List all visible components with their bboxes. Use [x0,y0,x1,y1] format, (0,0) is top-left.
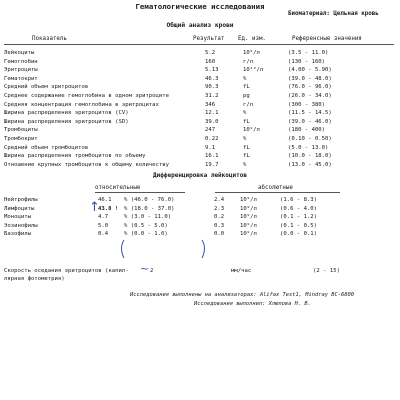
row-ref: (4.00 - 5.90) [288,67,332,74]
row-ref: (0.0 - 0.1) [280,231,318,238]
row-relative: 46.1 [98,197,112,203]
col-header-indicator: Показатель [32,36,67,42]
cbc-section-title: Общий анализ крови [166,22,234,29]
pen-mark-lymphocytes: ↑ [89,200,100,215]
row-relative: 5.0 [98,222,109,229]
row-relative: 43.8 ! [98,205,119,212]
row-absolute: 2.4 [214,197,225,203]
row-name: Ширина распределения тромбоцитов по объему [4,153,146,160]
table-row [0,214,400,223]
table-row [0,136,400,145]
row-unit: 10⁹/л [240,197,257,203]
row-name: Гематокрит [4,75,38,82]
table-row [0,127,400,136]
row-unit: 10⁹/л [243,127,260,134]
row-ref: (39.0 - 48.0) [288,75,332,82]
row-unit: 10⁹/л [240,231,257,238]
row-result: 5.13 [205,67,219,74]
row-ref: (130 - 160) [288,58,326,65]
row-name: Средний объем тромбоцитов [4,144,89,151]
row-ref: (10.0 - 18.0) [288,153,332,160]
header-divider [4,44,394,45]
table-row [0,59,400,68]
row-result: 90.3 [205,84,219,91]
row-unit: 10⁹/л [240,222,257,229]
document-title: Гематологические исследования [135,2,265,11]
row-result: 16.1 [205,153,219,160]
table-row [0,67,400,76]
row-relative-range: % (46.0 - 76.0) [124,197,175,203]
table-row [0,153,400,162]
row-result: 31.2 [205,93,219,99]
row-name: Тромбоциты [4,127,38,134]
row-name: Гемоглобин [4,58,38,65]
row-name: Эритроциты [4,67,38,74]
row-absolute: 0.2 [214,214,225,221]
row-relative: 4.7 [98,214,109,221]
row-result: 46.3 [205,75,219,82]
esr-unit: мм/час [231,268,252,274]
col-header-reference: Референсные значения [292,36,362,42]
row-ref: (300 - 380) [288,101,326,108]
row-ref: (1.6 - 8.3) [280,197,318,203]
row-result: 346 [205,101,216,108]
row-relative-range: % (18.0 - 37.0) [124,205,175,212]
row-unit: г/л [243,101,254,108]
row-name: Лимфоциты [4,205,35,212]
row-name: Тромбокрит [4,136,38,142]
table-row [0,197,400,206]
row-unit: fL [243,118,250,125]
performer-note: Исследования выполнил: Хлюпова Н. В. [194,301,311,307]
row-name: Лейкоциты [4,50,35,56]
relative-underline [95,192,185,193]
row-absolute: 2.3 [214,205,225,212]
row-ref: (3.5 - 11.0) [288,50,329,56]
row-ref: (76.0 - 96.0) [288,84,332,91]
row-unit: fL [243,84,250,91]
row-ref: (13.0 - 45.0) [288,161,332,168]
row-ref: (0.10 - 0.50) [288,136,332,142]
table-row [0,102,400,111]
esr-label-line1: Скорость оседания эритроцитов (капил- [4,268,129,274]
pen-mark-esr: ~ [140,262,150,275]
col-header-result: Результат [193,36,225,42]
row-unit: % [243,136,247,142]
row-unit: 10¹²/л [243,67,264,74]
row-name: Нейтрофилы [4,197,38,203]
row-result: 19.7 [205,161,219,168]
table-row [0,50,400,59]
row-unit: % [243,161,247,168]
row-absolute: 0.0 [214,231,225,238]
row-result: 5.2 [205,50,216,56]
row-name: Среднее содержание гемоглобина в одном эритроците [4,93,170,99]
row-ref: (0.6 - 4.0) [280,205,318,212]
esr-ref: (2 - 15) [313,268,340,274]
row-unit: 10⁹/л [240,205,257,212]
col-header-relative: относительные [95,185,141,191]
table-row [0,119,400,128]
col-header-unit: Ед. изм. [238,36,266,42]
row-result: 12.1 [205,110,219,117]
row-unit: pg [243,93,250,99]
row-name: Ширина распределения эритроцитов (CV) [4,110,129,117]
pen-bracket-mark [118,238,208,260]
analyzer-note: Исследования выполнены на анализаторах: Alifax Test1, Mindray BC-6800 [130,292,354,298]
row-unit: г/л [243,58,254,65]
table-row [0,223,400,232]
esr-value: 2 [150,268,154,274]
row-result: 9.1 [205,144,216,151]
row-result: 160 [205,58,216,65]
row-absolute: 0.3 [214,222,225,229]
col-header-absolute: абсолютные [258,185,293,191]
row-name: Отношение крупных тромбоцитов к общему количеству [4,161,170,168]
row-unit: % [243,75,247,82]
esr-label-line2: лярная фотометрия) [4,276,65,282]
row-relative-range: % (0.0 - 1.0) [124,231,168,238]
biomaterial-label: Биоматериал: Цельная кровь [288,11,379,17]
table-row [0,162,400,171]
row-name: Эозинофилы [4,222,38,229]
row-unit: % [243,110,247,117]
row-name: Моноциты [4,214,31,221]
row-ref: (26.0 - 34.0) [288,93,332,99]
table-row [0,206,400,215]
row-result: 39.0 [205,118,219,125]
table-row [0,93,400,102]
row-name: Базофилы [4,231,31,238]
table-row [0,145,400,154]
row-name: Средняя концентрация гемоглобина в эритроцитах [4,101,159,108]
row-result: 0.22 [205,136,219,142]
row-relative-range: % (3.0 - 11.0) [124,214,172,221]
row-ref: (5.0 - 13.0) [288,144,329,151]
row-ref: (0.1 - 1.2) [280,214,318,221]
row-ref: (11.5 - 14.5) [288,110,332,117]
row-unit: fL [243,144,250,151]
table-row [0,110,400,119]
row-unit: 10⁹/л [243,50,260,56]
absolute-underline [215,192,340,193]
table-row [0,84,400,93]
row-ref: (180 - 400) [288,127,326,134]
row-name: Средний объем эритроцитов [4,84,89,91]
row-ref: (0.1 - 0.5) [280,222,318,229]
row-result: 247 [205,127,216,134]
row-unit: fL [243,153,250,160]
row-unit: 10⁹/л [240,214,257,221]
row-relative: 0.4 [98,231,109,238]
row-name: Ширина распределения эритроцитов (SD) [4,118,129,125]
row-ref: (39.0 - 46.0) [288,118,332,125]
row-relative-range: % (0.5 - 5.0) [124,222,168,229]
diff-section-title: Дифференцировка лейкоцитов [153,172,247,179]
